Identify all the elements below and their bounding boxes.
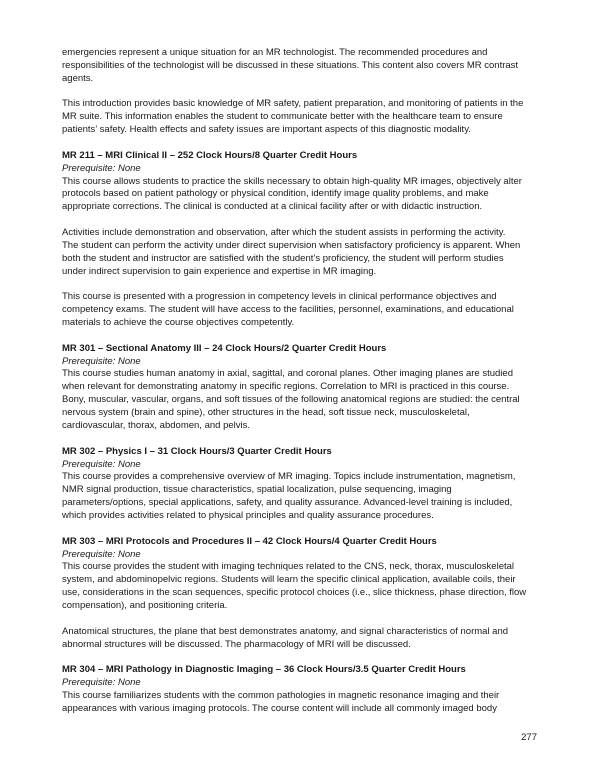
text-line: cardiovascular, thorax, abdomen, and pelvis.: [62, 419, 250, 431]
paragraph-spacer: [62, 433, 552, 446]
text-line: abnormal structures will be discussed. The pharmacology of MRI will be discussed.: [62, 638, 411, 650]
text-line: system, and abdominopelvic regions. Students will learn the specific clinical application, available coils, their: [62, 574, 516, 586]
text-line: This course provides the student with imaging techniques related to the CNS, neck, thorax, musculoskeletal: [62, 561, 515, 573]
text-line: The student can perform the activity under direct supervision when satisfactory proficiency is apparent. When: [62, 239, 521, 251]
course-heading: MR 304 – MRI Pathology in Diagnostic Imaging – 36 Clock Hours/3.5 Quarter Credit Hours: [62, 664, 466, 676]
text-line: Bony, muscular, vascular, organs, and soft tissues of the following anatomical regions are studied: the central: [62, 394, 520, 406]
paragraph-spacer: [62, 137, 552, 150]
prerequisite-label: Prerequisite: None: [62, 458, 141, 470]
text-line: This course is presented with a progression in competency levels in clinical performance objectives and: [62, 291, 497, 303]
course-heading: MR 303 – MRI Protocols and Procedures II – 42 Clock Hours/4 Quarter Credit Hours: [62, 535, 437, 547]
text-line: This course provides a comprehensive overview of MR imaging. Topics include instrumentation, magnetism,: [62, 471, 516, 483]
prerequisite-label: Prerequisite: None: [62, 548, 141, 560]
paragraph: [62, 227, 552, 278]
course-heading: MR 211 – MRI Clinical II – 252 Clock Hours/8 Quarter Credit Hours: [62, 149, 358, 161]
paragraph: [62, 291, 552, 330]
text-line: protocols based on patient pathology or physical condition, identify image quality problems, and make: [62, 188, 489, 200]
text-line: agents.: [62, 72, 94, 84]
course-section: [62, 446, 552, 523]
paragraph-spacer: [62, 330, 552, 343]
paragraph-spacer: [62, 613, 552, 626]
course-section: [62, 343, 552, 433]
text-line: This course studies human anatomy in axial, sagittal, and coronal planes. Other imaging planes are studied: [62, 368, 513, 380]
text-line: under indirect supervision to gain experience and expertise in MR imaging.: [62, 265, 377, 277]
paragraph-spacer: [62, 651, 552, 664]
course-section: [62, 664, 552, 715]
text-line: This course allows students to practice the skills necessary to obtain high-quality MR images, objectively alter: [62, 175, 522, 187]
course-heading: MR 301 – Sectional Anatomy III – 24 Clock Hours/2 Quarter Credit Hours: [62, 342, 387, 354]
text-line: responsibilities of the technologist will be discussed in these situations. This content also covers MR contrast: [62, 59, 519, 71]
text-line: Anatomical structures, the plane that best demonstrates anatomy, and signal characteristics of normal and: [62, 625, 509, 637]
text-line: patients’ safety. Health effects and safety issues are important aspects of this diagnostic modality.: [62, 124, 471, 136]
prerequisite-label: Prerequisite: None: [62, 355, 141, 367]
paragraph: [62, 98, 552, 137]
text-line: nervous system (brain and spine), other structures in the head, soft tissue neck, musculoskeletal,: [62, 407, 470, 419]
text-line: which provides activities related to physical principles and quality assurance procedures.: [62, 509, 434, 521]
text-line: MR suite. This information enables the student to communicate better with the healthcare team to ensure: [62, 111, 503, 123]
text-line: both the student and instructor are satisfied with the student’s proficiency, the student will perform studies: [62, 252, 504, 264]
paragraph: [62, 626, 552, 652]
prerequisite-label: Prerequisite: None: [62, 677, 141, 689]
text-line: appearances with various imaging protocols. The course content will include all commonly imaged body: [62, 702, 497, 714]
text-line: competency exams. The student will have access to the facilities, personnel, examinations, and educational: [62, 304, 514, 316]
paragraph-spacer: [62, 214, 552, 227]
document-body: [62, 47, 552, 716]
text-line: compensation), and positioning criteria.: [62, 599, 228, 611]
paragraph: [62, 47, 552, 86]
text-line: NMR signal production, tissue characteristics, spatial localization, pulse sequencing, imaging: [62, 484, 452, 496]
course-section: [62, 536, 552, 613]
paragraph-spacer: [62, 523, 552, 536]
text-line: parameters/options, special applications, safety, and quality assurance. Advanced-level training is included,: [62, 497, 513, 509]
course-heading: MR 302 – Physics I – 31 Clock Hours/3 Quarter Credit Hours: [62, 445, 332, 457]
text-line: This introduction provides basic knowledge of MR safety, patient preparation, and monitoring of patients in the: [62, 98, 524, 110]
paragraph-spacer: [62, 278, 552, 291]
text-line: Activities include demonstration and observation, after which the student assists in performing the activity.: [62, 227, 506, 239]
text-line: use, considerations in the scan sequences, specific protocol choices (i.e., slice thickness, phase direction, flow: [62, 587, 527, 599]
text-line: appropriate corrections. The clinical is conducted at a clinical facility after or with didactic instruction.: [62, 201, 483, 213]
text-line: materials to achieve the course objectives competently.: [62, 317, 295, 329]
text-line: This course familiarizes students with the common pathologies in magnetic resonance imaging and their: [62, 689, 500, 701]
text-line: emergencies represent a unique situation for an MR technologist. The recommended procedures and: [62, 47, 488, 58]
page-number: 277: [521, 732, 537, 743]
paragraph-spacer: [62, 86, 552, 99]
course-section: [62, 150, 552, 214]
text-line: when relevant for demonstrating anatomy in specific regions. Correlation to MRI is practiced in this course.: [62, 381, 510, 393]
prerequisite-label: Prerequisite: None: [62, 162, 141, 174]
